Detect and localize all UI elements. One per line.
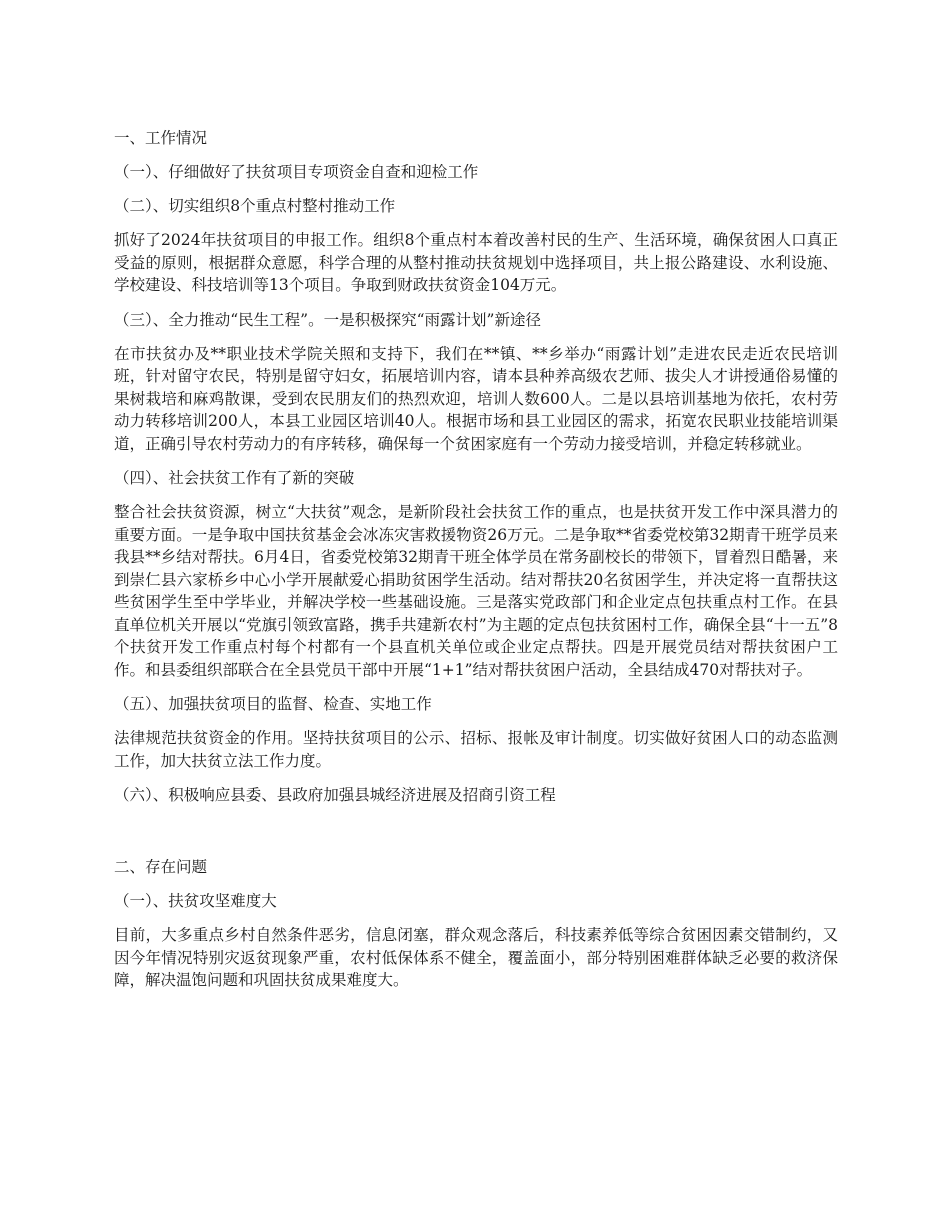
paragraph: 整合社会扶贫资源，树立“大扶贫”观念，是新阶段社会扶贫工作的重点，也是扶贫开发工作中深具潜力的重要方面。一是争取中国扶贫基金会冰冻灾害救援物资26万元。二是争取**省委党校第32期青干班学员来我县**乡结对帮扶。6月4日，省委党校第32期青干班全体学员在常务副校长的带领下，冒着烈日酷暑，来到崇仁县六家桥乡中心小学开展献爱心捐助贫困学生活动。结对帮扶20名贫困学生，并决定将一直帮扶这些贫困学生至中学毕业，并解决学校一些基础设施。三是落实党政部门和企业定点包扶重点村工作。在县直单位机关开展以“党旗引领致富路，携手共建新农村”为主题的定点包扶贫困村工作，确保全县“十一五”8个扶贫开发工作重点村每个村都有一个县直机关单位或企业定点帮扶。四是开展党员结对帮扶贫困户工作。和县委组织部联合在全县党员干部中开展“1+1”结对帮扶贫困户活动，全县结成470对帮扶对子。 [114, 503, 838, 679]
subsection-title: （二）、切实组织8个重点村整村推动工作 [114, 197, 396, 215]
paragraph: 法律规范扶贫资金的作用。坚持扶贫项目的公示、招标、报帐及审计制度。切实做好贫困人口的动态监测工作，加大扶贫立法工作力度。 [114, 729, 838, 770]
subsection-title: （三）、全力推动“民生工程”。一是积极探究“雨露计划”新途径 [114, 310, 541, 329]
subsection-title: （一）、扶贫攻坚难度大 [114, 892, 277, 910]
section-heading: 一、工作情况 [114, 129, 208, 147]
subsection-title: （一）、仔细做好了扶贫项目专项资金自查和迎检工作 [114, 163, 479, 181]
document-page [114, 127, 838, 1004]
subsection-title: （四）、社会扶贫工作有了新的突破 [114, 469, 355, 487]
paragraph: 抓好了2024年扶贫项目的申报工作。组织8个重点村本着改善村民的生产、生活环境，确保贫困人口真正受益的原则，根据群众意愿，科学合理的从整村推动扶贫规划中选择项目，共上报公路建设、水利设施、学校建设、科技培训等13个项目。争取到财政扶贫资金104万元。 [114, 231, 838, 294]
subsection-title: （六）、积极响应县委、县政府加强县城经济进展及招商引资工程 [114, 786, 556, 804]
subsection-title: （五）、加强扶贫项目的监督、检查、实地工作 [114, 695, 432, 713]
section-spacer [114, 818, 838, 856]
section-heading: 二、存在问题 [114, 858, 208, 876]
paragraph: 目前，大多重点乡村自然条件恶劣，信息闭塞，群众观念落后，科技素养低等综合贫困因素交错制约，又因今年情况特别灾返贫现象严重，农村低保体系不健全，覆盖面小，部分特别困难群体缺乏必要的救济保障，解决温饱问题和巩固扶贫成果难度大。 [114, 926, 838, 989]
paragraph: 在市扶贫办及**职业技术学院关照和支持下，我们在**镇、**乡举办“雨露计划”走进农民走近农民培训班，针对留守农民，特别是留守妇女，拓展培训内容，请本县种养高级农艺师、拔尖人才讲授通俗易懂的果树栽培和麻鸡散课，受到农民朋友们的热烈欢迎，培训人数600人。二是以县培训基地为依托，农村劳动力转移培训200人，本县工业园区培训40人。根据市场和县工业园区的需求，拓宽农民职业技能培训渠道，正确引导农村劳动力的有序转移，确保每一个贫困家庭有一个劳动力接受培训，并稳定转移就业。 [114, 344, 838, 453]
